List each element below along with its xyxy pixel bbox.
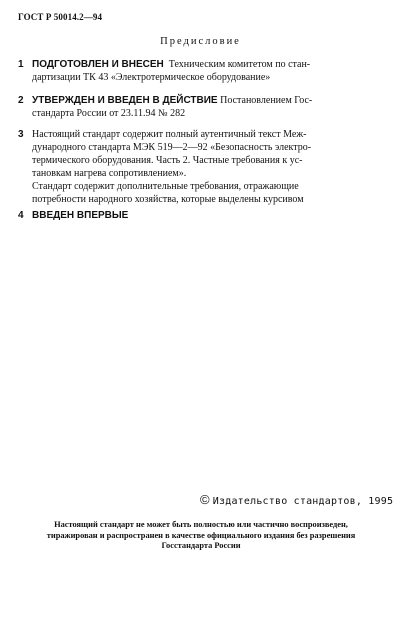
section-body [32,94,388,120]
section-number: 1 [18,59,24,70]
section-1 [18,58,388,84]
section-heading: УТВЕРЖДЕН И ВВЕДЕН В ДЕЙСТВИЕ [32,95,218,106]
copyright-text: Издательство стандартов, 1995 [212,496,394,507]
section-number: 4 [18,210,24,221]
section-text-line: Постановлением Гос- [220,95,313,106]
notice-line: тиражирован и распространен в качестве официального издания без разрешения [46,530,356,540]
preface-title: Предисловие [160,36,241,47]
section-body [32,58,388,84]
section-3 [18,128,388,206]
notice-line: Настоящий стандарт не может быть полностью или частично воспроизведен, [54,520,348,529]
notice-line: Госстандарта России [161,541,241,550]
section-number: 3 [18,129,24,140]
section-heading: ПОДГОТОВЛЕН И ВНЕСЕН [32,59,164,70]
reproduction-notice [20,520,382,552]
section-text-line: тановкам нагрева сопротивлением». [32,168,187,179]
section-4 [18,209,388,222]
section-text-line: дународного стандарта МЭК 519—2—92 «Безопасность электро- [32,142,312,153]
section-number: 2 [18,95,24,106]
section-text-line: термического оборудования. Часть 2. Частные требования к ус- [32,155,303,166]
section-text-line: Настоящий стандарт содержит полный аутентичный текст Меж- [32,129,307,140]
section-text-line: потребности народного хозяйства, которые выделены курсивом [32,194,304,205]
section-text-line: стандарта России от 23.11.94 № 282 [32,108,186,119]
section-body [32,128,388,206]
standard-code: ГОСТ Р 50014.2—94 [18,12,103,22]
section-heading: ВВЕДЕН ВПЕРВЫЕ [32,210,129,221]
copyright-line [200,492,393,507]
copyright-icon: © [200,492,210,507]
section-text-line: дартизации ТК 43 «Электротермическое оборудование» [32,72,271,83]
section-text-line: Техническим комитетом по стан- [168,59,311,70]
section-2 [18,94,388,120]
section-body [32,209,388,222]
section-text-line: Стандарт содержит дополнительные требования, отражающие [32,181,299,192]
